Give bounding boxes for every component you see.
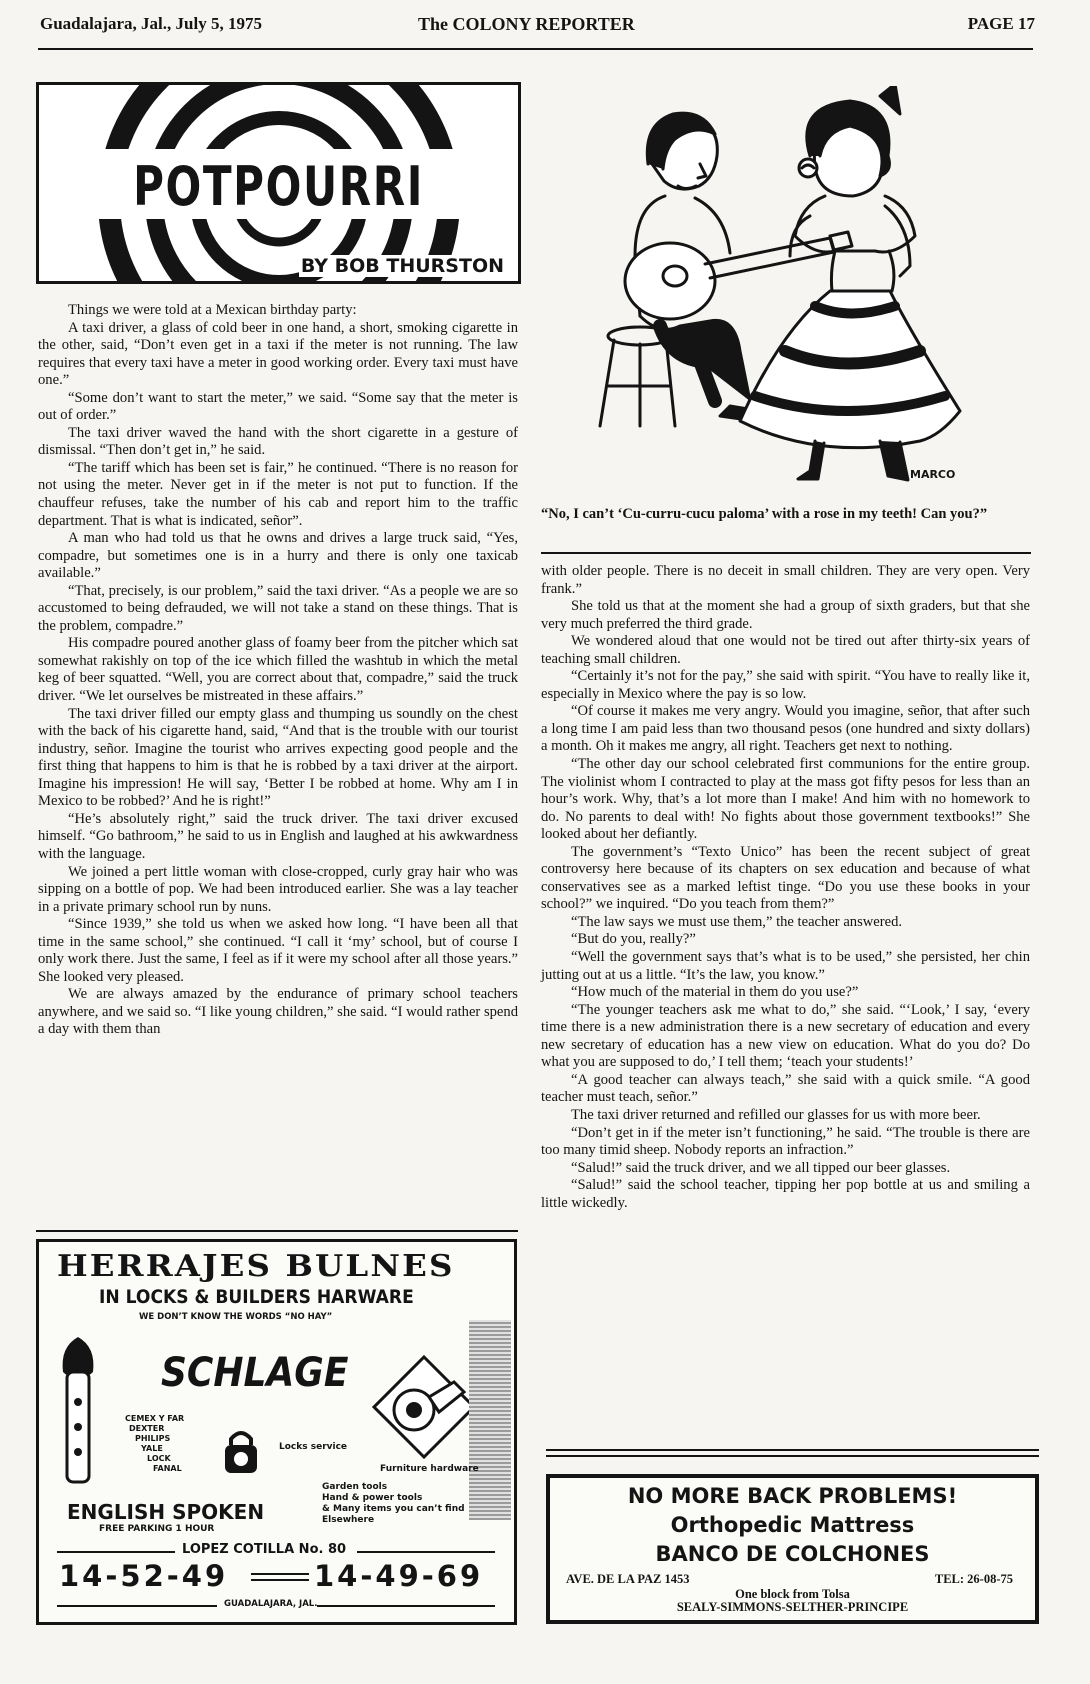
free-parking: FREE PARKING 1 HOUR	[99, 1524, 215, 1534]
paragraph: “A good teacher can always teach,” she said with a quick smile. “A good teacher must teach, señor.”	[541, 1071, 1030, 1106]
service-line: & Many items you can’t find	[322, 1504, 465, 1514]
ad-brand-logo: SCHLAGE	[161, 1350, 349, 1396]
ad-business-name: HERRAJES BULNES	[57, 1249, 455, 1284]
service-line: Elsewhere	[322, 1515, 375, 1525]
ad-location-note: One block from Tolsa	[735, 1587, 850, 1601]
paragraph: “Since 1939,” she told us when we asked how long. “I have been all that time in the same school,” she continued. “I call it ‘my’ school, but of course I only work there. Just the same, I feel as if it were my school after all those years.” She looked very pleased.	[38, 916, 518, 985]
phone-rule	[251, 1573, 309, 1575]
paragraph: “The tariff which has been set is fair,” he continued. “There is no reason for not using the meter. Never get in if the meter is not put to function. If the chauffeur refuses, take the number of his cab and report him to the traffic department. That is what is indicated, señor”.	[38, 459, 518, 529]
article-right-column	[541, 563, 1030, 1212]
ad-address: AVE. DE LA PAZ 1453	[566, 1572, 690, 1586]
brand-item: FANAL	[153, 1464, 182, 1473]
brand-item: YALE	[141, 1444, 163, 1453]
paragraph: A man who had told us that he owns and drives a large truck said, “Yes, compadre, but sometimes one is in a hurry and there is only one taxicab available.”	[38, 530, 518, 582]
cartoon-caption: “No, I can’t ‘Cu-curru-cucu paloma’ with a rose in my teeth! Can you?”	[541, 506, 988, 522]
byline: BY BOB THURSTON	[300, 255, 504, 277]
brand-item: LOCK	[147, 1454, 171, 1463]
doorknob-icon	[369, 1352, 479, 1462]
ad-business-name: BANCO DE COLCHONES	[655, 1542, 930, 1566]
paragraph: A taxi driver, a glass of cold beer in one hand, a short, smoking cigarette in the other, said, “Don’t even get in a taxi if the meter is not running. The law requires that every taxi have a meter in good working order. Every taxi must have one.”	[38, 319, 518, 389]
paragraph: “He’s absolutely right,” said the truck driver. The taxi driver excused himself. “Go bathroom,” he said to us in English and laughed at his awkwardness with the language.	[38, 810, 518, 862]
locks-service: Locks service	[279, 1442, 348, 1452]
ad-address: LOPEZ COTILLA No. 80	[182, 1542, 347, 1557]
column-title: POTPOURRI	[133, 155, 424, 218]
paragraph: The taxi driver filled our empty glass and thumping us soundly on the chest with the back of his cigarette hand, said, “And that is the trouble with our tourist industry, señor. Imagine the tourist who arrives expecting good people and the first thing that happens to him is that he is robbed by a taxi driver at the airport. Imagine his impression! He will say, ‘Better I be robbed at home. Why am I in Mexico to be robbed?’ And he is right!”	[38, 705, 518, 810]
ad-subtitle: IN LOCKS & BUILDERS HARWARE	[99, 1286, 414, 1308]
banco-de-colchones-ad	[546, 1474, 1039, 1624]
paragraph: “How much of the material in them do you use?”	[571, 984, 859, 1001]
furniture-hardware: Furniture hardware	[380, 1464, 479, 1474]
key-icon	[53, 1332, 103, 1502]
brand-item: PHILIPS	[135, 1434, 171, 1443]
service-line: Hand & power tools	[322, 1493, 423, 1503]
paragraph: Things we were told at a Mexican birthday party:	[68, 302, 357, 318]
paragraph: We joined a pert little woman with close-cropped, curly gray hair who was sipping on a bottle of pop. We had been introduced earlier. She was a lay teacher in a private primary school run by nuns.	[38, 863, 518, 915]
city-rule	[317, 1605, 495, 1607]
paragraph: “Some don’t want to start the meter,” we said. “Some say that the meter is out of order.”	[38, 389, 518, 424]
ad-product: Orthopedic Mattress	[670, 1513, 915, 1537]
paragraph: with older people. There is no deceit in small children. They are very open. Very frank.”	[541, 563, 1030, 597]
brand-item: DEXTER	[129, 1424, 165, 1433]
padlock-icon	[219, 1427, 263, 1477]
header-rule	[38, 48, 1033, 50]
paragraph: “Of course it makes me very angry. Would you imagine, señor, that after such a long time I am paid less than two thousand pesos (one hundred and sixty dollars) a month. Oh it makes me angry, all right. Teachers get next to nothing.	[541, 703, 1030, 755]
paragraph: “The younger teachers ask me what to do,” she said. “‘Look,’ I say, ‘every time there is a new administration there is a new secretary of education and every new secretary of education has a new view on education. What do you do? Do what you are supposed to do,’ I tell them; ‘teach your students!’	[541, 1001, 1030, 1071]
ad-tagline: WE DON’T KNOW THE WORDS “NO HAY”	[139, 1312, 333, 1322]
paragraph: We wondered aloud that one would not be tired out after thirty-six years of teaching small children.	[541, 633, 1030, 667]
article-left-column	[38, 302, 518, 1039]
hatched-panel	[469, 1320, 511, 1520]
ad-phone-1: 14-52-49	[59, 1559, 229, 1593]
paragraph: “Salud!” said the school teacher, tipping her pop bottle at us and smiling a little wickedly.	[541, 1177, 1030, 1211]
page-number: PAGE 17	[967, 14, 1035, 33]
address-rule	[357, 1551, 495, 1553]
paragraph: “Don’t get in if the meter isn’t functioning,” he said. “The trouble is there are too many timid sheep. Nobody reports an infraction.”	[541, 1124, 1030, 1159]
paragraph: “Certainly it’s not for the pay,” she said with spirit. “You have to really like it, especially in Mexico where the pay is so low.	[541, 668, 1030, 702]
ad-phone-2: 14-49-69	[314, 1559, 484, 1593]
paragraph: The government’s “Texto Unico” has been the recent subject of great controversy here because of its chapters on sex education and because of what conservatives see as a marked leftist tinge. “Do you use these books in your school?” we inquired. “Do you teach from them?”	[541, 843, 1030, 913]
ad-divider	[36, 1230, 518, 1232]
paragraph: “The other day our school celebrated first communions for the entire group. The violinist whom I contracted to play at the mass got fifty pesos for less than an hour’s work. Why, that’s a lot more than I make! And him with no homework to do. No parents to deal with! No fights about those government textbooks!” She looked about her defiantly.	[541, 756, 1030, 843]
brand-item: CEMEX Y FAR	[125, 1414, 185, 1423]
newspaper-name: The COLONY REPORTER	[418, 14, 635, 34]
paragraph: We are always amazed by the endurance of primary school teachers anywhere, and we said so. “I like young children,” she said. “I would rather spend a day with them than	[38, 986, 518, 1038]
herrajes-bulnes-ad	[36, 1239, 517, 1625]
city-rule	[57, 1605, 217, 1607]
english-spoken: ENGLISH SPOKEN	[67, 1500, 265, 1524]
paragraph: The taxi driver returned and refilled our glasses for us with more beer.	[571, 1106, 981, 1123]
ad-headline: NO MORE BACK PROBLEMS!	[627, 1484, 958, 1508]
address-rule	[57, 1551, 175, 1553]
ad-divider	[546, 1449, 1039, 1451]
paragraph: “The law says we must use them,” the teacher answered.	[571, 913, 903, 930]
paragraph: The taxi driver waved the hand with the short cigarette in a gesture of dismissal. “Then don’t get in,” he said.	[38, 424, 518, 459]
column-masthead	[36, 82, 521, 284]
paragraph: “Salud!” said the truck driver, and we all tipped our beer glasses.	[571, 1159, 951, 1176]
caption-rule	[541, 552, 1031, 554]
ad-city: GUADALAJARA, JAL.	[224, 1599, 318, 1609]
paragraph: “But do you, really?”	[571, 931, 696, 948]
cartoon-illustration	[580, 86, 1000, 486]
paragraph: “That, precisely, is our problem,” said the taxi driver. “As a people we are so accustomed to being defrauded, we will not take a stand on these things. That is the problem, compadre.”	[38, 582, 518, 634]
dateline: Guadalajara, Jal., July 5, 1975	[40, 14, 262, 33]
paragraph: His compadre poured another glass of foamy beer from the pitcher which sat somewhat rakishly on top of the ice which filled the washtub in which the metal keg of beer squatted. “Well, you are correct about that, compadre,” said the truck driver. “We let ourselves be mistreated in these affairs.”	[38, 635, 518, 705]
ad-phone: TEL: 26-08-75	[934, 1572, 1013, 1586]
ad-brands: SEALY-SIMMONS-SELTHER-PRINCIPE	[676, 1600, 909, 1614]
brand-list	[125, 1414, 184, 1474]
cartoonist-signature: MARCO	[910, 468, 956, 481]
ad-divider	[546, 1455, 1039, 1457]
phone-rule	[251, 1579, 309, 1581]
paragraph: “Well the government says that’s what is to be used,” she persisted, her chin jutting out at us a little. “It’s the law, you know.”	[541, 949, 1030, 983]
garden-tools-list	[322, 1482, 465, 1526]
paragraph: She told us that at the moment she had a group of sixth graders, but that she very much preferred the third grade.	[541, 598, 1030, 632]
service-line: Garden tools	[322, 1482, 388, 1492]
